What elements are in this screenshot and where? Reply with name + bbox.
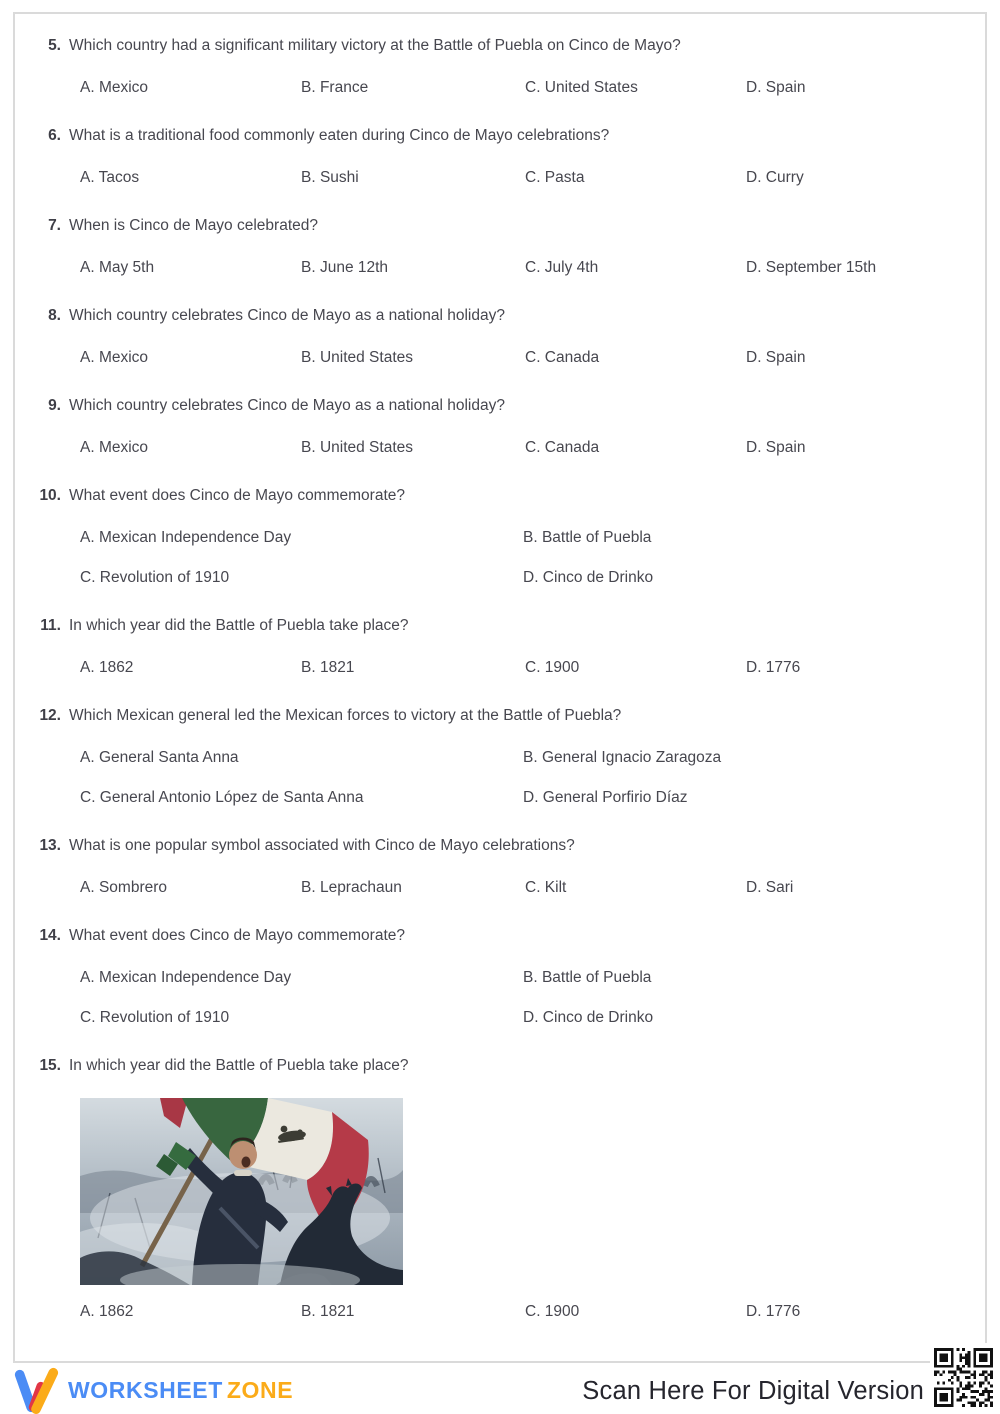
- answer-option-b: B. United States: [301, 349, 414, 366]
- question-13: [31, 836, 965, 898]
- answer-option-d: D. 1776: [746, 659, 801, 676]
- answer-option-c: C. Revolution of 1910: [80, 569, 230, 586]
- answer-option-c: C. Canada: [525, 439, 600, 456]
- answer-option-b: B. General Ignacio Zaragoza: [523, 749, 722, 766]
- scan-here-label: Scan Here For Digital Version: [582, 1377, 924, 1405]
- answer-option-c: C. July 4th: [525, 259, 599, 276]
- question-text: Which country celebrates Cinco de Mayo as a national holiday?: [69, 397, 505, 414]
- answer-option-d: D. 1776: [746, 1303, 801, 1320]
- answer-option-d: D. September 15th: [746, 259, 877, 276]
- question-15: [31, 1056, 965, 1322]
- answer-option-c: C. United States: [525, 79, 638, 96]
- question-text: Which country celebrates Cinco de Mayo as a national holiday?: [69, 307, 505, 324]
- worksheetzone-logo: [12, 1366, 293, 1414]
- answer-option-c: C. Canada: [525, 349, 600, 366]
- answer-option-c: C. 1900: [525, 1303, 580, 1320]
- answer-option-a: A. Sombrero: [80, 879, 168, 896]
- worksheet-border: [13, 12, 987, 1363]
- worksheetzone-logo-icon: [12, 1366, 60, 1414]
- answer-option-a: A. Mexican Independence Day: [80, 969, 292, 986]
- question-number: 12.: [39, 707, 61, 724]
- answer-option-d: D. Spain: [746, 349, 806, 366]
- question-number: 15.: [39, 1057, 61, 1074]
- question-6: [31, 126, 965, 188]
- answer-option-d: D. Sari: [746, 879, 794, 896]
- question-text: When is Cinco de Mayo celebrated?: [69, 217, 318, 234]
- answer-option-a: A. Mexico: [80, 79, 149, 96]
- question-12: [31, 706, 965, 808]
- question-number: 13.: [39, 837, 61, 854]
- answer-option-b: B. France: [301, 79, 369, 96]
- answer-option-c: C. General Antonio López de Santa Anna: [80, 789, 364, 806]
- question-11: [31, 616, 965, 678]
- answer-option-a: A. Mexico: [80, 349, 149, 366]
- answer-option-c: C. Pasta: [525, 169, 585, 186]
- answer-option-a: A. Mexico: [80, 439, 149, 456]
- answer-option-b: B. Leprachaun: [301, 879, 402, 896]
- question-number: 11.: [40, 617, 61, 634]
- answer-option-d: D. Spain: [746, 79, 806, 96]
- qr-code: [930, 1343, 997, 1412]
- answer-option-b: B. Battle of Puebla: [523, 529, 652, 546]
- answer-option-a: A. General Santa Anna: [80, 749, 239, 766]
- question-text: In which year did the Battle of Puebla take place?: [69, 617, 409, 634]
- question-number: 14.: [39, 927, 61, 944]
- answer-option-b: B. Battle of Puebla: [523, 969, 652, 986]
- answer-option-d: D. Spain: [746, 439, 806, 456]
- battle-of-puebla-image: [80, 1098, 403, 1285]
- question-text: In which year did the Battle of Puebla take place?: [69, 1057, 409, 1074]
- question-7: [31, 216, 965, 278]
- brand-name-zone: ZONE: [226, 1376, 294, 1403]
- question-number: 6.: [48, 127, 61, 144]
- answer-option-b: B. 1821: [301, 1303, 355, 1320]
- question-5: [31, 36, 965, 98]
- question-text: Which country had a significant military victory at the Battle of Puebla on Cinco de Mayo?: [69, 37, 681, 54]
- question-number: 10.: [39, 487, 61, 504]
- question-text: Which Mexican general led the Mexican forces to victory at the Battle of Puebla?: [69, 707, 622, 724]
- question-number: 5.: [48, 37, 61, 54]
- question-9: [31, 396, 965, 458]
- answer-option-b: B. United States: [301, 439, 414, 456]
- answer-option-a: A. Tacos: [80, 169, 140, 186]
- answer-option-d: D. Cinco de Drinko: [523, 569, 654, 586]
- question-number: 9.: [48, 397, 61, 414]
- answer-option-a: A. 1862: [80, 1303, 134, 1320]
- answer-option-a: A. 1862: [80, 659, 134, 676]
- question-text: What event does Cinco de Mayo commemorate?: [69, 927, 405, 944]
- question-text: What is a traditional food commonly eaten during Cinco de Mayo celebrations?: [69, 127, 610, 144]
- answer-option-d: D. Cinco de Drinko: [523, 1009, 654, 1026]
- question-10: [31, 486, 965, 588]
- question-8: [31, 306, 965, 368]
- question-number: 8.: [48, 307, 61, 324]
- answer-option-c: C. Revolution of 1910: [80, 1009, 230, 1026]
- answer-option-d: D. Curry: [746, 169, 804, 186]
- answer-option-b: B. June 12th: [301, 259, 389, 276]
- answer-option-c: C. Kilt: [525, 879, 567, 896]
- answer-option-b: B. 1821: [301, 659, 355, 676]
- answer-option-d: D. General Porfirio Díaz: [523, 789, 688, 806]
- answer-option-a: A. May 5th: [80, 259, 155, 276]
- question-text: What event does Cinco de Mayo commemorate?: [69, 487, 405, 504]
- question-text: What is one popular symbol associated with Cinco de Mayo celebrations?: [69, 837, 575, 854]
- question-14: [31, 926, 965, 1028]
- answer-option-b: B. Sushi: [301, 169, 359, 186]
- brand-name-worksheet: WORKSHEET: [68, 1376, 223, 1403]
- answer-option-c: C. 1900: [525, 659, 580, 676]
- question-number: 7.: [48, 217, 61, 234]
- answer-option-a: A. Mexican Independence Day: [80, 529, 292, 546]
